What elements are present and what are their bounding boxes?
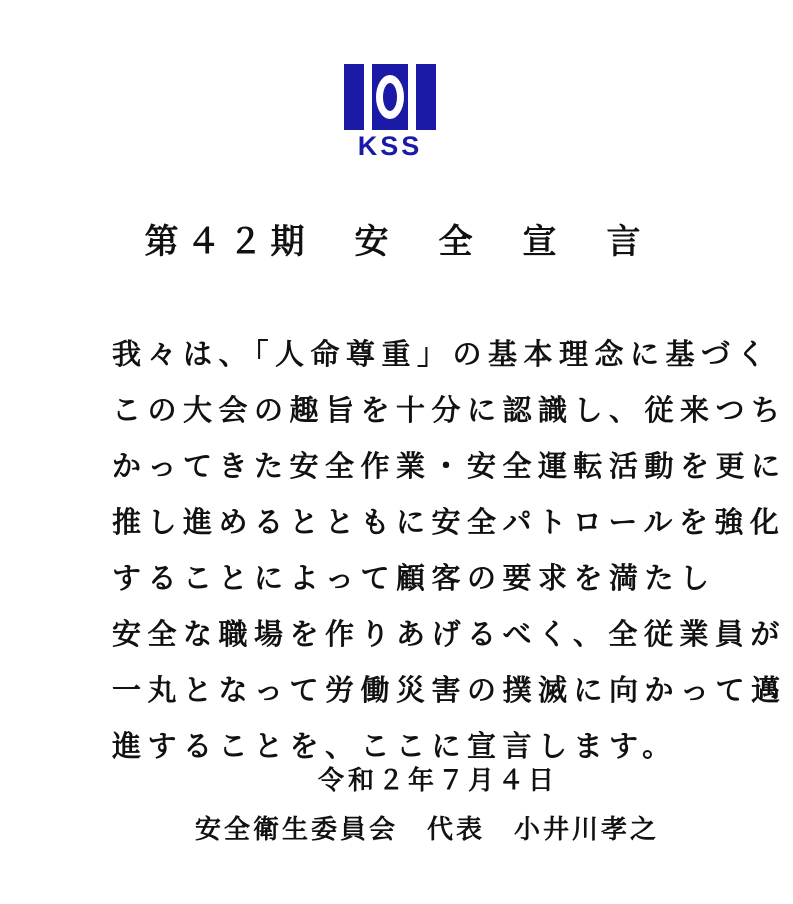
body-line: 我々は、「人命尊重」の基本理念に基づく [112,337,773,371]
body-line: 一丸となって労働災害の撲滅に向かって邁 [112,673,787,707]
document-title: 第４２期 安 全 宣 言 [144,222,649,262]
kss-logo [341,62,439,158]
signature-line: 安全衛生委員会 代表 小井川孝之 [195,815,660,845]
logo-gap-right [408,64,416,130]
body-line: することによって顧客の要求を満たし [112,561,716,595]
body-line: かってきた安全作業・安全運転活動を更に [112,449,787,483]
logo-ring-inner [383,83,397,111]
body-line: 推し進めるとともに安全パトロールを強化 [112,505,786,539]
body-line: 安全な職場を作りあげるべく、全従業員が [112,617,786,651]
body-line: この大会の趣旨を十分に認識し、従来つち [112,393,787,427]
body-line: 進することを、ここに宣言します。 [112,729,678,763]
declaration-body [112,326,787,774]
logo-gap-left [364,64,372,130]
declaration-date: 令和２年７月４日 [318,766,559,796]
logo-text: KSS [357,131,423,158]
